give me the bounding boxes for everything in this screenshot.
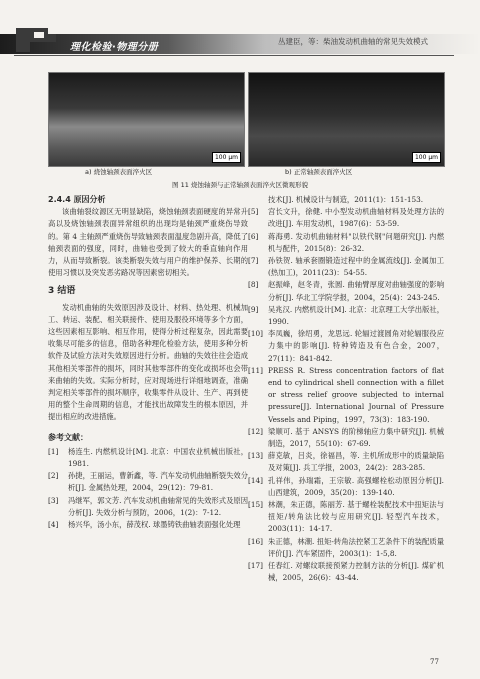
- subcaption-b: b) 正常轴颈表面淬火区: [285, 168, 353, 176]
- figure-caption: 图 11 烧蚀轴颈与正常轴颈表面淬火区微观形貌: [172, 181, 308, 189]
- reference-item: [15] 林潮，朱正德，陈丽芳. 基于螺栓装配技术中扭矩法与扭矩/转角法比较与应用研究[J]. 轻型汽车技术，2003(11)：14-17.: [248, 500, 444, 534]
- reference-item: [2] 孙捷，王丽运，曹新鑫，等. 汽车发动机曲轴断裂失效分析[J]. 金属热处理，2004，29(12)：79-81.: [48, 471, 248, 493]
- micrograph-b: [248, 72, 445, 167]
- scale-bar-a: 100 μm: [212, 152, 241, 163]
- reference-item: [6] 蒋海勇. 发动机曲轴材料"以铁代钢"问题研究[J]. 内燃机与配件，2015(8)：26-32.: [248, 231, 444, 253]
- reference-item: [14] 孔祥伟，孙瑞霜，王宗敏. 高强螺栓松动原因分析[J]. 山西建筑，2009，35(20)：139-140.: [248, 475, 444, 497]
- journal-logo-icon: [14, 24, 58, 54]
- reference-item: [13] 薛克敏，吕炎，徐福昌，等. 主机所成形中的质量缺陷及对策[J]. 兵工学报，2003，24(2)：283-285.: [248, 451, 444, 473]
- journal-brand: 理化检验·物理分册: [70, 42, 159, 53]
- reference-item: [10] 李凤巍，徐绍勇，龙思远. 轮辐过渡圆角对轮辐服役应力集中的影响[J]. 特种铸造及有色合金，2007，27(11)：841-842.: [248, 329, 444, 363]
- reference-continuation: 技术[J]. 机械设计与制造，2011(1)：151-153.: [268, 195, 424, 204]
- left-column: [48, 194, 248, 531]
- paragraph-conclusion: 发动机曲轴的失效原因涉及设计、材料、热处理、机械加工、转运、装配、相关联接件、使用及服役环境等多个方面，这些因素相互影响、相互作用，使得分析过程复杂，因此需要收集尽可能多的信息，借助各种理化检验方法，使用多种分析软件及试验方法对失效原因进行分析。曲轴的失效往往会造成其他相关零部件的损坏，同时其他零部件的变化或损坏也会带来曲轴的失效。实际分析时，应对现场进行详细地调查，准确判定相关零部件的损坏顺序，收集零件从设计、生产、再到使用的整个生命周期的信息，才能找出故障发生的根本原因，并提出相应的改进措施。: [48, 302, 248, 422]
- reference-item: [4] 杨兴华，汤小东，薛茂权. 球墨铸铁曲轴表面强化处理: [48, 520, 241, 530]
- section-heading-244: 2.4.4 原因分析: [48, 195, 106, 204]
- paragraph-cause-analysis: 该曲轴裂纹源区无明显缺陷，烧蚀轴颈表面硬度的异常升高以及烧蚀轴颈表面异常组织的出现均是轴颈严重烧伤导致的。第 4 主轴颈严重烧伤导致轴颈表面温度急剧升高，降低了轴颈表面的强度，同时，曲轴也受到了较大的垂直轴向作用力，从而导致断裂。该类断裂失效与用户的维护保养、长期的使用习惯以及突发恶劣路况等因素密切相关。: [48, 207, 248, 278]
- reference-item: [8] 赵振峰，赵冬青，张圆. 曲轴臂厚度对曲轴强度的影响分析[J]. 华北工学院学报，2004，25(4)：243-245.: [248, 280, 444, 302]
- right-column: [248, 194, 444, 585]
- reference-item: [17] 任春红. 对螺纹联接预紧力控制方法的分析[J]. 煤矿机械，2005，26(6)：43-44.: [248, 561, 444, 583]
- micrograph-a: [48, 72, 245, 167]
- reference-item: [16] 朱正德，林潮. 扭矩-转角法控紧工艺条件下的装配质量评价[J]. 汽车紧固件，2003(1)：1-5,8.: [248, 536, 444, 558]
- reference-item: [9] 吴兆汉. 内燃机设计[M]. 北京：北京理工大学出版社，1990.: [248, 304, 444, 327]
- subcaption-a: a) 烧蚀轴颈表面淬火区: [85, 168, 153, 176]
- header-divider: [14, 55, 454, 56]
- scale-bar-b: 100 μm: [412, 152, 441, 163]
- reference-item: [7] 孙铁贺. 轴承套圈锻造过程中的金属流线[J]. 金属加工(热加工)，2011(23)：54-55.: [248, 256, 444, 278]
- reference-item: [12] 梁顺可. 基于 ANSYS 的阶梯轴应力集中研究[J]. 机械制造，2017，55(10)：67-69.: [248, 426, 444, 449]
- reference-item: [3] 冯继军，郭文芳. 汽车发动机曲轴常见的失效形式及原因分析[J]. 失效分析与预防，2006，1(2)：7-12.: [48, 495, 248, 517]
- references-heading: 参考文献：: [48, 432, 88, 442]
- reference-item: [1] 杨连生. 内燃机设计[M]. 北京：中国农业机械出版社，1981.: [48, 446, 248, 469]
- page-number: 77: [430, 658, 439, 666]
- reference-item: [5] 宫长文升，徐健. 中小型发动机曲轴材料及处理方法的改进[J]. 车用发动机，1987(6)：53-59.: [248, 207, 444, 229]
- running-title: 丛建臣，等：柴油发动机曲轴的常见失效模式: [278, 37, 428, 46]
- section-heading-conclusion: 3 结语: [48, 286, 76, 297]
- reference-item: [11] PRESS R. Stress concentration factors of flat end to cylindrical shell connection with a fillet or stress relief groove subjected to internal pressure[J]. International Journal of Pressure Vessels and Piping，1997，73(3)：183-190.: [248, 365, 444, 424]
